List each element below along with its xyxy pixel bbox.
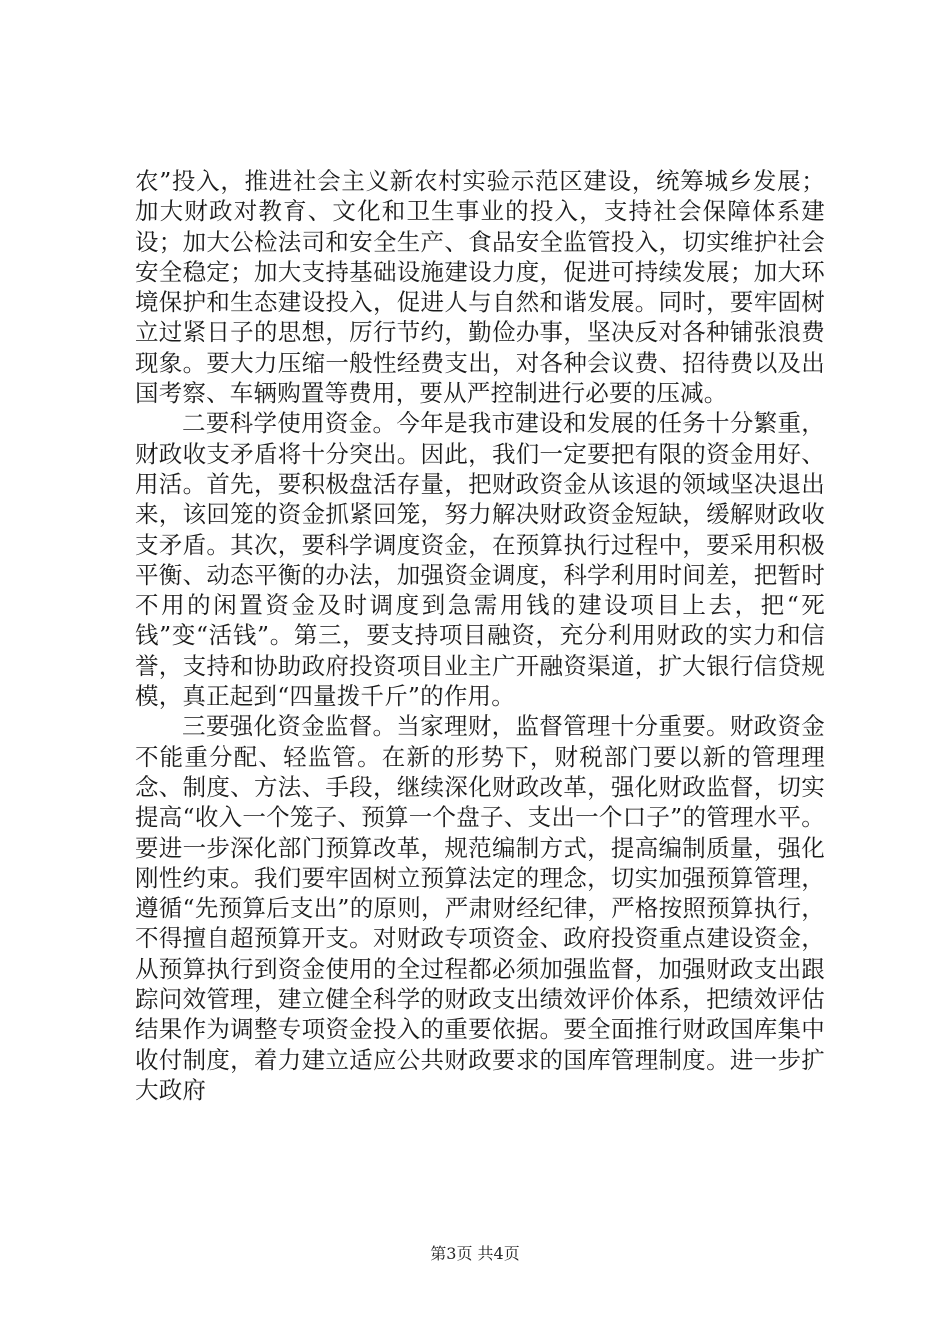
document-body: [135, 166, 825, 1105]
paragraph-use-funds: 二要科学使用资金。今年是我市建设和发展的任务十分繁重，财政收支矛盾将十分突出。因此，我们一定要把有限的资金用好、用活。首先，要积极盘活存量，把财政资金从该退的领域坚决退出来，该回笼的资金抓紧回笼，努力解决财政资金短缺，缓解财政收支矛盾。其次，要科学调度资金，在预算执行过程中，要采用积极平衡、动态平衡的办法，加强资金调度，科学利用时间差，把暂时不用的闲置资金及时调度到急需用钱的建设项目上去，把“死钱”变“活钱”。第三，要支持项目融资，充分利用财政的实力和信誉，支持和协助政府投资项目业主广开融资渠道，扩大银行信贷规模，真正起到“四量拨千斤”的作用。: [135, 409, 825, 711]
page-number-footer: 第3页 共4页: [430, 1244, 520, 1263]
paragraph-continuation: 农”投入，推进社会主义新农村实验示范区建设，统筹城乡发展；加大财政对教育、文化和卫生事业的投入，支持社会保障体系建设；加大公检法司和安全生产、食品安全监管投入，切实维护社会安全稳定；加大支持基础设施建设力度，促进可持续发展；加大环境保护和生态建设投入，促进人与自然和谐发展。同时，要牢固树立过紧日子的思想，厉行节约，勤俭办事，坚决反对各种铺张浪费现象。要大力压缩一般性经费支出，对各种会议费、招待费以及出国考察、车辆购置等费用，要从严控制进行必要的压减。: [135, 167, 825, 408]
paragraph-fund-supervision: 三要强化资金监督。当家理财，监督管理十分重要。财政资金不能重分配、轻监管。在新的形势下，财税部门要以新的管理理念、制度、方法、手段，继续深化财政改革，强化财政监督，切实提高“收入一个笼子、预算一个盘子、支出一个口子”的管理水平。要进一步深化部门预算改革，规范编制方式，提高编制质量，强化刚性约束。我们要牢固树立预算法定的理念，切实加强预算管理，遵循“先预算后支出”的原则，严肃财经纪律，严格按照预算执行，不得擅自超预算开支。对财政专项资金、政府投资重点建设资金，从预算执行到资金使用的全过程都必须加强监督，加强财政支出跟踪问效管理，建立健全科学的财政支出绩效评价体系，把绩效评估结果作为调整专项资金投入的重要依据。要全面推行财政国库集中收付制度，着力建立适应公共财政要求的国库管理制度。进一步扩大政府: [135, 712, 825, 1104]
